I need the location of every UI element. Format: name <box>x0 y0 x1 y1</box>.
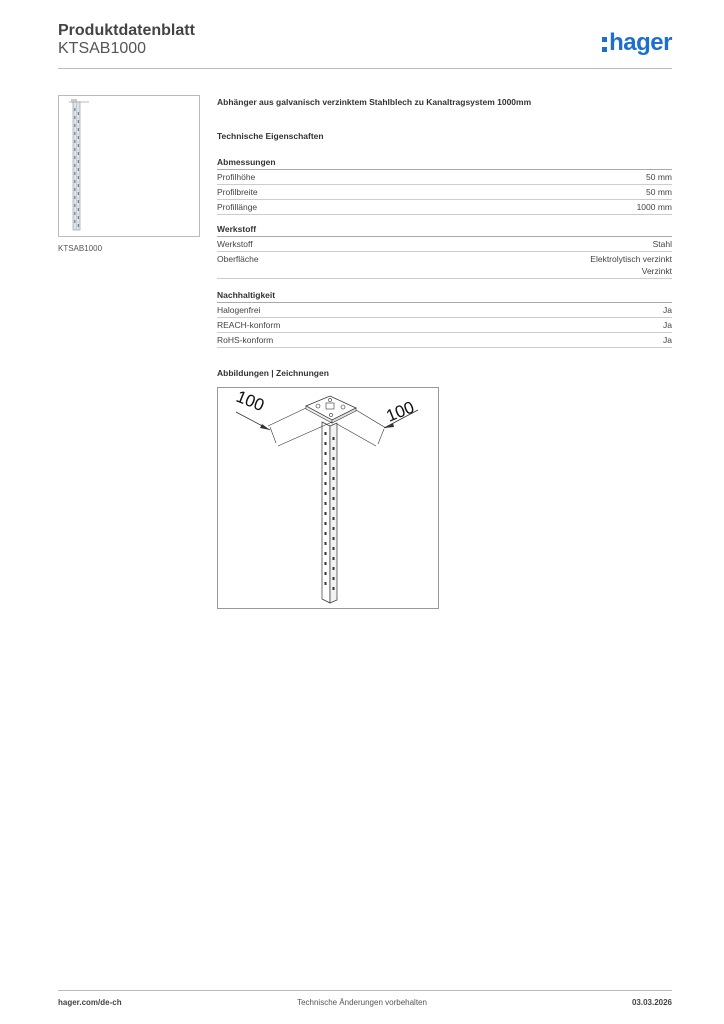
table-row <box>217 333 672 348</box>
table-row <box>217 303 672 318</box>
dimension-label-right: 100 <box>383 397 417 426</box>
footer-date: 03.03.2026 <box>631 998 672 1007</box>
product-thumbnail <box>58 95 200 237</box>
row-value: Ja <box>663 335 672 345</box>
hager-logo <box>602 30 672 56</box>
thumbnail-caption: KTSAB1000 <box>58 244 103 253</box>
footer-notice: Technische Änderungen vorbehalten <box>297 998 427 1007</box>
row-label: Profilhöhe <box>217 172 256 182</box>
technical-drawing <box>217 387 439 609</box>
footer-divider <box>58 990 672 991</box>
row-value: Ja <box>663 305 672 315</box>
row-label: Profilbreite <box>217 187 258 197</box>
drawings-title: Abbildungen | Zeichnungen <box>217 368 329 378</box>
row-value: 50 mm <box>646 187 672 197</box>
product-description: Abhänger aus galvanisch verzinktem Stahlblech zu Kanaltragsystem 1000mm <box>217 97 532 107</box>
row-label: Halogenfrei <box>217 305 261 315</box>
row-label: RoHS-konform <box>217 335 274 345</box>
table-row <box>217 170 672 185</box>
product-code: KTSAB1000 <box>58 40 147 57</box>
row-label: Oberfläche <box>217 254 259 264</box>
row-value-secondary: Verzinkt <box>641 266 672 276</box>
material-heading: Werkstoff <box>217 224 672 237</box>
material-group <box>217 224 672 279</box>
row-label: REACH-konform <box>217 320 281 330</box>
row-value-multi <box>590 254 672 276</box>
hanger-dimension-drawing <box>218 388 438 608</box>
technical-properties-title: Technische Eigenschaften <box>217 131 324 141</box>
hanger-profile-image <box>59 96 199 236</box>
logo-text: hager <box>609 29 672 56</box>
row-label: Profillänge <box>217 202 258 212</box>
dimensions-group <box>217 157 672 215</box>
dimension-label-left: 100 <box>233 388 267 416</box>
dimensions-heading: Abmessungen <box>217 157 672 170</box>
table-row <box>217 185 672 200</box>
table-row <box>217 318 672 333</box>
row-value: 50 mm <box>646 172 672 182</box>
table-row <box>217 252 672 279</box>
sustainability-heading: Nachhaltigkeit <box>217 290 672 303</box>
table-row <box>217 237 672 252</box>
row-value: 1000 mm <box>636 202 672 212</box>
page-title: Produktdatenblatt <box>58 22 195 39</box>
table-row <box>217 200 672 215</box>
sustainability-group <box>217 290 672 348</box>
row-value: Elektrolytisch verzinkt <box>590 254 672 264</box>
row-value: Stahl <box>652 239 672 249</box>
row-label: Werkstoff <box>217 239 253 249</box>
header-divider <box>58 68 672 69</box>
row-value: Ja <box>663 320 672 330</box>
footer-website: hager.com/de-ch <box>58 998 122 1007</box>
logo-dots-icon <box>602 37 607 52</box>
